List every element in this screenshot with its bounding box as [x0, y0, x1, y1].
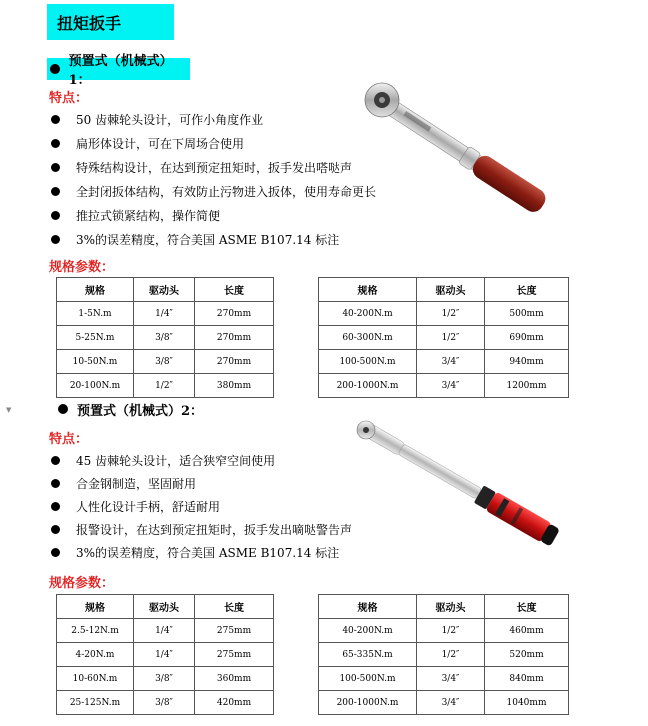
table-header-row: 规格 驱动头 长度	[319, 278, 569, 302]
torque-wrench-1-image	[360, 80, 575, 230]
section1-spec-table-left	[56, 277, 274, 398]
table-header-row: 规格 驱动头 长度	[57, 595, 274, 619]
table-header-row: 规格 驱动头 长度	[57, 278, 274, 302]
section2-feature-list	[51, 452, 391, 560]
bullet-icon	[50, 64, 60, 74]
list-item: 3%的误差精度，符合美国 ASME B107.14 标注	[51, 231, 391, 247]
list-item: 推拉式锁紧结构，操作简便	[51, 207, 391, 223]
table-row: 200-1000N.m 3/4″ 1200mm	[319, 374, 569, 398]
bullet-icon	[58, 404, 68, 414]
bullet-icon	[51, 502, 60, 511]
section2-spec-label: 规格参数：	[49, 576, 115, 591]
list-item: 50 齿棘轮头设计，可作小角度作业	[51, 111, 391, 127]
list-item: 3%的误差精度，符合美国 ASME B107.14 标注	[51, 544, 391, 560]
margin-marker-icon: ▼	[6, 406, 12, 414]
list-item: 扁形体设计，可在下周场合使用	[51, 135, 391, 151]
table-row: 25-125N.m 3/8″ 420mm	[57, 691, 274, 715]
list-item: 特殊结构设计，在达到预定扭矩时，扳手发出嗒哒声	[51, 159, 391, 175]
section1-heading-text: 预置式（机械式）1：	[68, 54, 173, 88]
table-row: 20-100N.m 1/2″ 380mm	[57, 374, 274, 398]
list-item: 45 齿棘轮头设计，适合狭窄空间使用	[51, 452, 391, 468]
section1-features-label: 特点：	[49, 91, 89, 106]
table-row: 4-20N.m 1/4″ 275mm	[57, 643, 274, 667]
table-row: 5-25N.m 3/8″ 270mm	[57, 326, 274, 350]
page-title: 扭矩扳手	[47, 4, 174, 40]
bullet-icon	[51, 456, 60, 465]
section1-feature-list	[51, 111, 391, 247]
list-item: 全封闭扳体结构，有效防止污物进入扳体，使用寿命更长	[51, 183, 391, 199]
table-row: 100-500N.m 3/4″ 940mm	[319, 350, 569, 374]
section2-features-label: 特点：	[49, 432, 89, 447]
table-row: 40-200N.m 1/2″ 500mm	[319, 302, 569, 326]
table-row: 1-5N.m 1/4″ 270mm	[57, 302, 274, 326]
torque-wrench-2-image	[350, 412, 580, 557]
table-header-row: 规格 驱动头 长度	[319, 595, 569, 619]
section2-heading	[55, 398, 215, 420]
table-row: 40-200N.m 1/2″ 460mm	[319, 619, 569, 643]
bullet-icon	[51, 548, 60, 557]
list-item: 合金钢制造，坚固耐用	[51, 475, 391, 491]
section2-spec-table-right	[318, 594, 569, 715]
bullet-icon	[51, 211, 60, 220]
table-row: 10-50N.m 3/8″ 270mm	[57, 350, 274, 374]
list-item: 人性化设计手柄，舒适耐用	[51, 498, 391, 514]
section1-spec-table-right	[318, 277, 569, 398]
table-row: 65-335N.m 1/2″ 520mm	[319, 643, 569, 667]
table-row: 200-1000N.m 3/4″ 1040mm	[319, 691, 569, 715]
section1-heading	[47, 54, 190, 88]
bullet-icon	[51, 479, 60, 488]
section2-heading-text: 预置式（机械式）2：	[77, 403, 204, 419]
table-row: 2.5-12N.m 1/4″ 275mm	[57, 619, 274, 643]
table-row: 10-60N.m 3/8″ 360mm	[57, 667, 274, 691]
bullet-icon	[51, 187, 60, 196]
list-item: 报警设计，在达到预定扭矩时，扳手发出嘀哒警告声	[51, 521, 391, 537]
bullet-icon	[51, 235, 60, 244]
bullet-icon	[51, 525, 60, 534]
section2-spec-table-left	[56, 594, 274, 715]
table-row: 100-500N.m 3/4″ 840mm	[319, 667, 569, 691]
section1-spec-label: 规格参数：	[49, 260, 115, 275]
bullet-icon	[51, 163, 60, 172]
table-row: 60-300N.m 1/2″ 690mm	[319, 326, 569, 350]
bullet-icon	[51, 139, 60, 148]
bullet-icon	[51, 115, 60, 124]
